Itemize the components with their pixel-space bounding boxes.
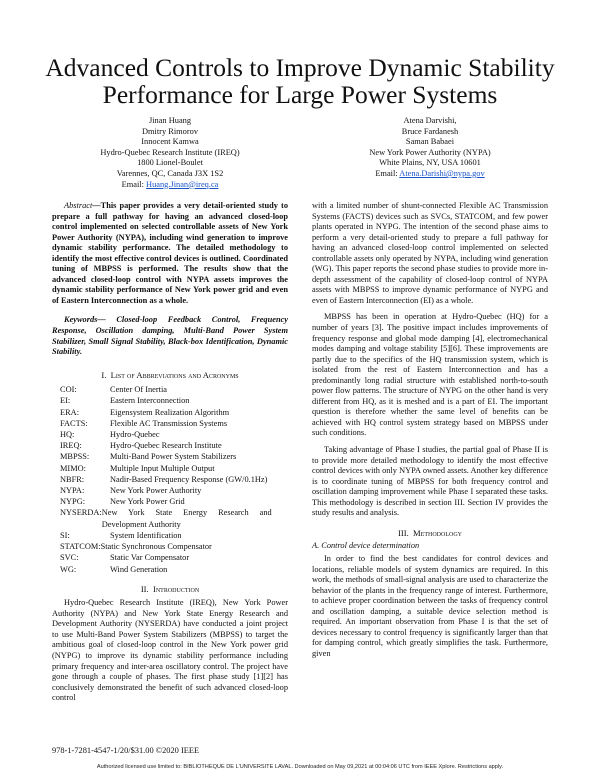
body-paragraph: with a limited number of shunt-connected Flexible AC Transmission Systems (FACTS) devices such as SVCs, STATCOM, and few power plants operated in NYPG. The intention of the second phase aims to perform a very detail-oriented study to prepare a full pathway for having an advanced closed-loop control implemented on selected controllable assets only operated by NYPA, including wind generation (WG). This paper reports the second phase studies to provide more in-depth assessment of the capability of closed-loop control of NYPA assets with MBPSS to improve dynamic performance of NYPG and even of Eastern Interconnection (EI) as a whole. <box>312 201 548 305</box>
author-block-right <box>312 116 548 180</box>
section-heading-1: I. List of Abbreviations and Acronyms <box>101 369 239 380</box>
intro-paragraph: Hydro-Quebec Research Institute (IREQ), New York Power Authority (NYPA) and New York State Energy Research and Development Authority (NYSERDA) have conducted a joint project to use Multi-Band Power System Stabilizers (MBPSS) to target the ambitious goal of closed-loop control in the New York power grid (NYPG) to improve its dynamic stability performance including primary frequency and inter-area oscillatory control. The project have gone through a couple of phases. The first phase study [1][2] has conclusively demonstrated the benefit of such advanced closed-loop control <box>52 598 288 703</box>
acronym-definition: Wind Generation <box>110 564 168 574</box>
acronym-term: SVC: <box>60 553 79 563</box>
acronym-definition: Multi-Band Power System Stabilizers <box>110 452 237 462</box>
author-block-left <box>52 116 288 190</box>
acronym-row <box>60 496 288 507</box>
body-paragraph: Taking advantage of Phase I studies, the partial goal of Phase II is to provide more detailed methodology to identify the most effective control devices with only NYPA owned assets. Another key difference is to coordinate tuning of MBPSS for both frequency control and oscillation damping improvement while Phase I separated these tasks. This methodology is described in section III. Section IV provides the study results and analysis. <box>312 445 548 518</box>
acronym-term: EI: <box>60 396 71 406</box>
email-link[interactable]: Huang.Jinan@ireq.ca <box>146 179 219 189</box>
acronym-term: MIMO: <box>60 463 86 473</box>
acronym-definition: New York Power Grid <box>110 497 185 507</box>
author-name: Bruce Fardanesh <box>401 126 459 136</box>
author-name: Dmitry Rimorov <box>141 126 199 136</box>
acronym-term: NYPA: <box>60 486 85 496</box>
right-column <box>312 201 548 659</box>
affiliation: Hydro-Quebec Research Institute (IREQ) <box>100 147 240 157</box>
keywords: Keywords— Closed-loop Feedback Control, Frequency Response, Oscillation damping, Multi-Band Power System Stabilizer, Small Signal Stability, Black-box Identification, Dynamic Stability. <box>52 315 288 357</box>
acronym-row <box>60 463 288 474</box>
acronym-definition: Eastern Interconnection <box>110 396 190 406</box>
acronym-definition: System Identification <box>110 530 182 540</box>
acronym-term: HQ: <box>60 430 75 440</box>
acronym-definition: Static Synchronous Compensator <box>100 542 212 552</box>
email-link[interactable]: Atena.Darishi@nypa.gov <box>399 168 485 178</box>
acronym-definition: New York State Energy Research and Development Authority <box>101 508 272 529</box>
acronym-term: WG: <box>60 564 77 574</box>
paper-title: Advanced Controls to Improve Dynamic Stability Performance for Large Power Systems <box>45 53 555 109</box>
acronym-term: NYSERDA: <box>60 508 102 518</box>
acronym-term: ERA: <box>60 407 80 417</box>
copyright-isbn: 978-1-7281-4547-1/20/$31.00 ©2020 IEEE <box>52 746 200 755</box>
acronym-row <box>60 564 288 575</box>
acronym-row <box>60 440 288 451</box>
acronym-row <box>60 530 288 541</box>
acronym-definition: Nadir-Based Frequency Response (GW/0.1Hz) <box>110 474 268 484</box>
acronym-row <box>60 418 288 429</box>
left-column <box>52 201 288 704</box>
acronym-definition: Flexible AC Transmission Systems <box>110 418 228 428</box>
acronym-row <box>60 474 288 485</box>
acronym-list <box>52 384 288 574</box>
acronym-row <box>60 541 288 552</box>
body-paragraph: MBPSS has been in operation at Hydro-Quebec (HQ) for a number of years [3]. The positive impact includes improvements of frequency response and global mode damping [4], electromechanical modes damping and voltage stability [5][6]. These improvements are partly due to the specifics of the HQ transmission system, which is isolated from the rest of Eastern Interconnection and has a predominantly long radial structure with established north-to-south power flow patterns. The structure of NYPG on the other hand is very different from HQ, as it is meshed and is a part of EI. The important question is therefore whether the same level of benefits can be achieved with HQ control system strategy based on MBPSS under such conditions. <box>312 312 548 438</box>
acronym-term: FACTS: <box>60 418 88 428</box>
acronym-row <box>60 552 288 563</box>
acronym-term: NBFR: <box>60 474 85 484</box>
affiliation: New York Power Authority (NYPA) <box>369 147 491 157</box>
author-name: Atena Darvishi, <box>403 116 457 125</box>
author-name: Saman Babaei <box>405 137 455 147</box>
acronym-term: SI: <box>60 530 70 540</box>
acronym-term: STATCOM: <box>60 542 101 552</box>
address: 1800 Lionel-Boulet <box>137 158 203 168</box>
acronym-row <box>60 384 288 395</box>
acronym-row <box>60 429 288 440</box>
section-heading-2: II. Introduction <box>140 583 200 594</box>
acronym-term: MBPSS: <box>60 452 90 462</box>
abstract: Abstract—This paper provides a very detail-oriented study to prepare a full pathway for having an advanced closed-loop control implemented on selected controllable assets of New York Power Authority (NYPA), including wind generation to improve dynamic stability performance. The detailed methodology to identify the most effective control devices is outlined. Coordinated tuning of MBPSS is performed. The results show that the advanced closed-loop control with NYPA assets improves the dynamic stability performance of New York power grid and even of Eastern Interconnection as a whole. <box>52 201 288 305</box>
acronym-definition: Hydro-Quebec Research Institute <box>110 441 222 451</box>
body-paragraph: In order to find the best candidates for control devices and locations, reliable models of system dynamics are required. In this work, the methods of small-signal analysis are used to characterize the behavior of the plants in the frequency range of interest. Furthermore, to achieve proper coordination between the tasks of frequency control and oscillation damping, a suitable device selection method is required. An important observation from Phase I is that the set of devices necessary to control frequency is significantly larger than that for damping control, which greatly simplifies the task. Furthermore, given <box>312 554 548 658</box>
acronym-row <box>60 507 288 529</box>
acronym-definition: New York Power Authority <box>110 486 202 496</box>
acronym-term: COI: <box>60 385 77 395</box>
acronym-row <box>60 407 288 418</box>
author-name: Jinan Huang <box>148 116 192 125</box>
acronym-definition: Static Var Compensator <box>110 553 190 563</box>
author-name: Innocent Kamwa <box>141 137 199 147</box>
acronym-term: IREQ: <box>60 441 82 451</box>
acronym-row <box>60 451 288 462</box>
email-label: Email: <box>375 168 398 178</box>
acronym-definition: Hydro-Quebec <box>110 430 160 440</box>
address: Varennes, QC, Canada J3X 1S2 <box>116 168 224 178</box>
acronym-row <box>60 395 288 406</box>
subsection-heading-a: A. Control device determination <box>312 541 420 551</box>
license-notice: Authorized licensed use limited to: BIBLIOTHEQUE DE L'UNIVERSITE LAVAL. Downloaded on May 09,2021 at 00:04:06 UTC from IEEE Xplore. Restrictions apply. <box>96 764 504 770</box>
email-label: Email: <box>121 179 144 189</box>
acronym-definition: Center Of Inertia <box>110 385 167 395</box>
acronym-definition: Eigensystem Realization Algorithm <box>110 407 230 417</box>
address: White Plains, NY, USA 10601 <box>379 158 481 168</box>
acronym-term: NYPG: <box>60 497 86 507</box>
acronym-definition: Multiple Input Multiple Output <box>110 463 215 473</box>
acronym-row <box>60 485 288 496</box>
section-heading-3: III. Methodology <box>398 527 462 538</box>
